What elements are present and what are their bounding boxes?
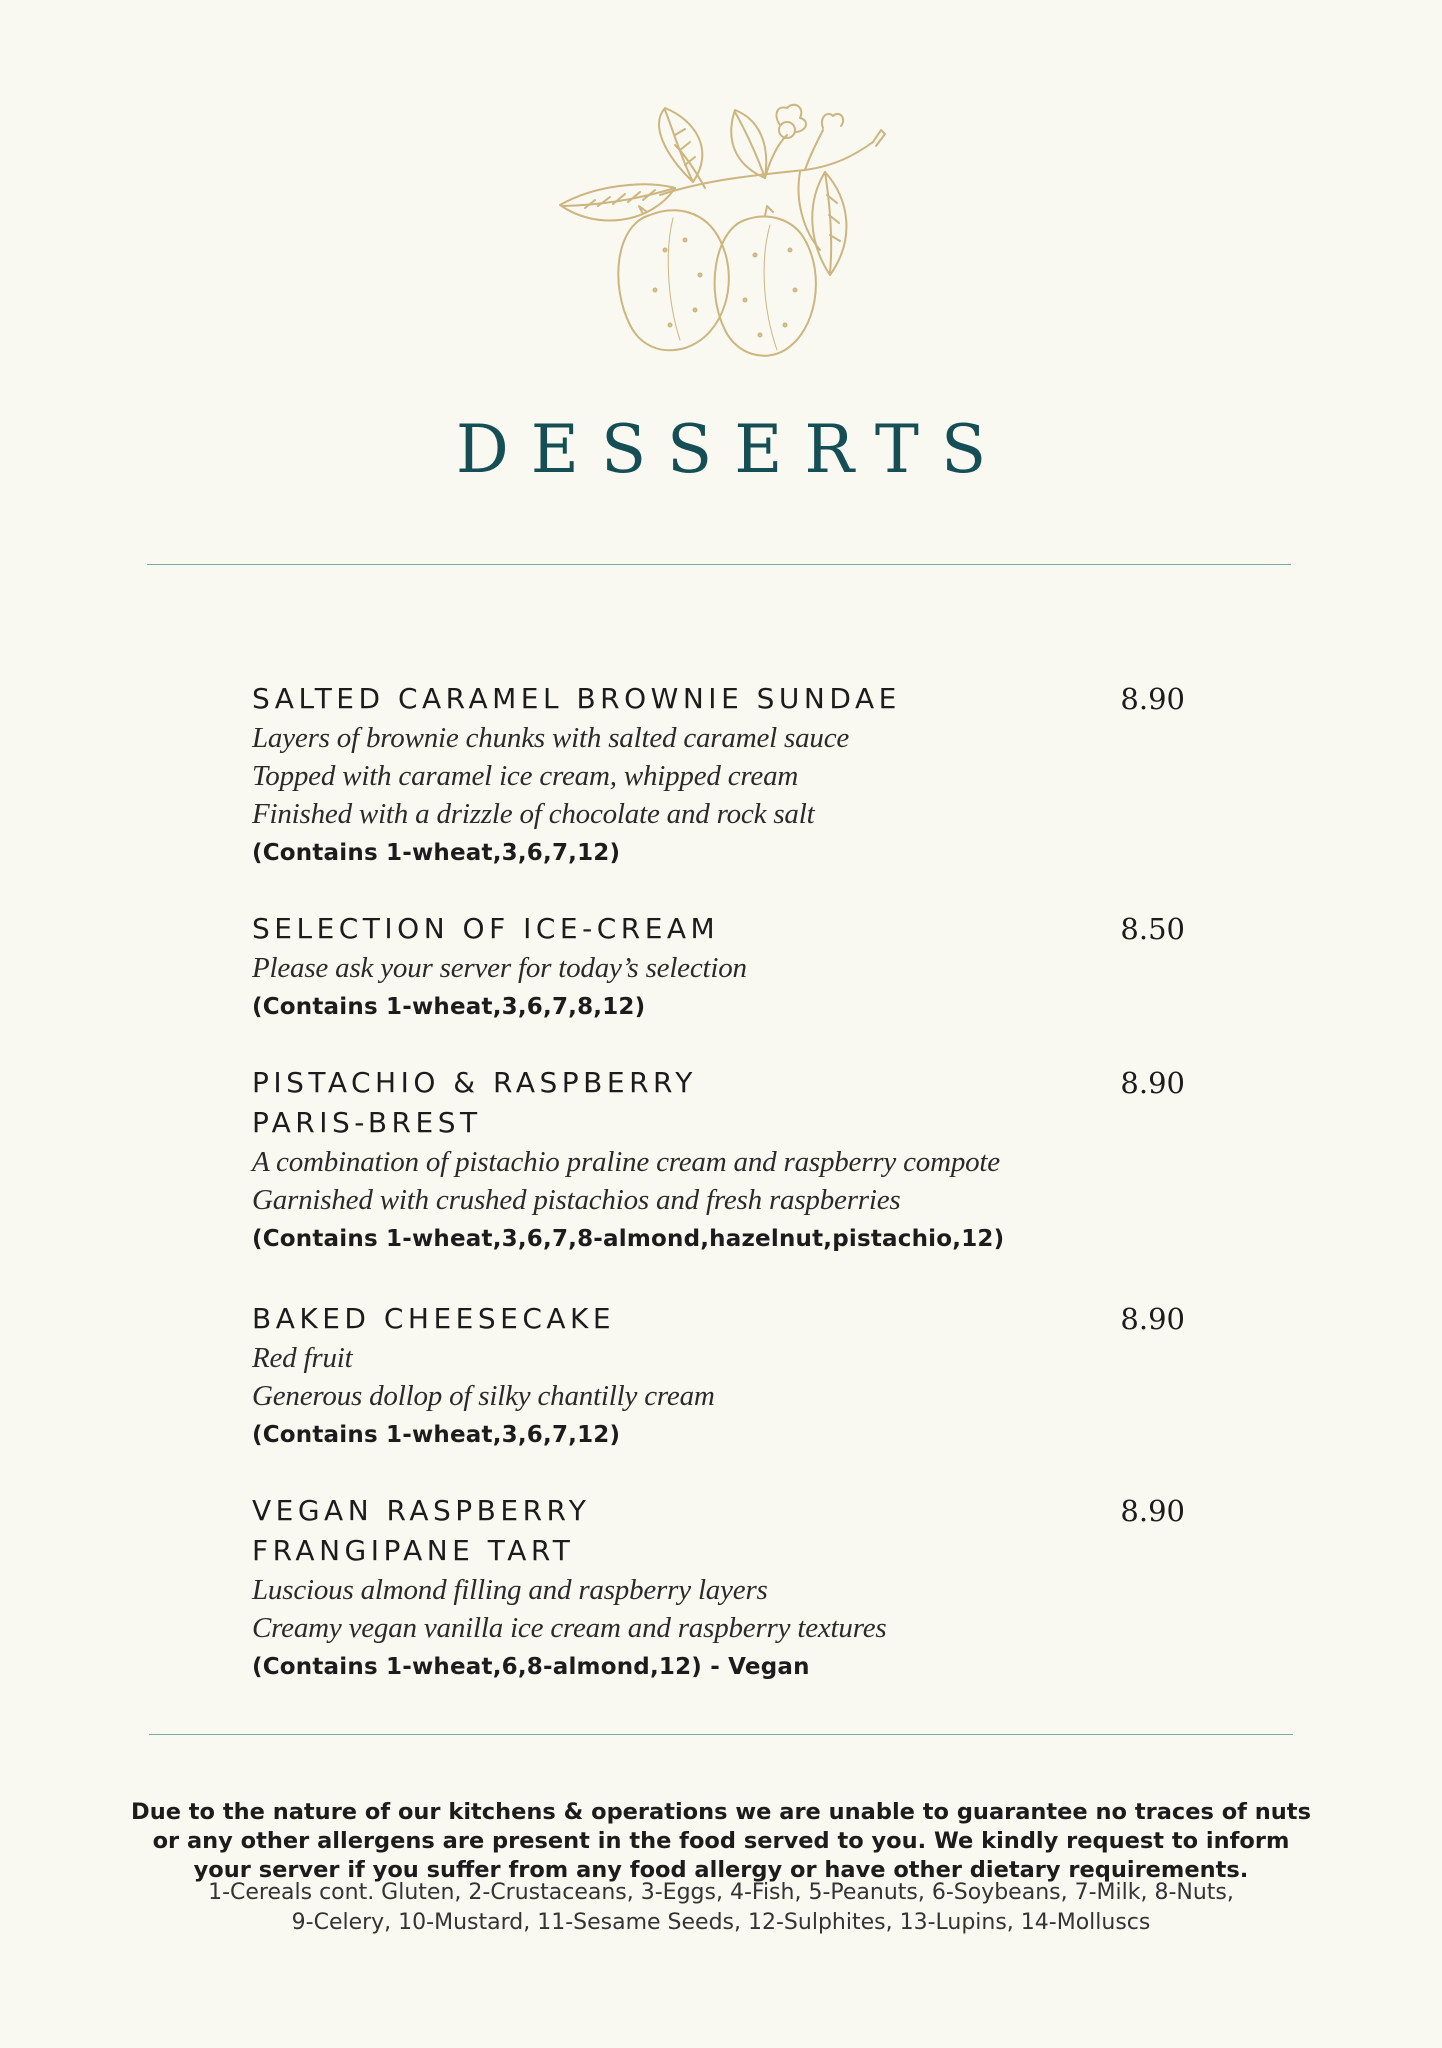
allergy-notice-line: your server if you suffer from any food allergy or have other dietary requirements.	[193, 1857, 1249, 1883]
item-description-line: Finished with a drizzle of chocolate and rock salt	[252, 798, 815, 830]
item-description-line: Layers of brownie chunks with salted caramel sauce	[252, 722, 850, 754]
menu-item-selection-of-ice-cream	[252, 909, 1192, 1027]
allergen-legend-line: 1-Cereals cont. Gluten, 2-Crustaceans, 3-Eggs, 4-Fish, 5-Peanuts, 6-Soybeans, 7-Milk, 8-Nuts,	[208, 1880, 1234, 1905]
allergy-notice	[100, 1798, 1342, 1885]
item-allergens: (Contains 1-wheat,3,6,7,8,12)	[252, 994, 646, 1020]
item-allergens: (Contains 1-wheat,3,6,7,12)	[252, 840, 621, 866]
item-price: 8.90	[1120, 1066, 1185, 1100]
item-name-line: VEGAN RASPBERRY	[252, 1494, 591, 1527]
item-description-line: A combination of pistachio praline cream and raspberry compote	[252, 1146, 1000, 1178]
item-description-line: Garnished with crushed pistachios and fresh raspberries	[252, 1184, 901, 1216]
item-name-line: PARIS-BREST	[252, 1106, 482, 1139]
item-allergens: (Contains 1-wheat,3,6,7,8-almond,hazelnut,pistachio,12)	[252, 1226, 1005, 1252]
item-description-line: Red fruit	[252, 1342, 353, 1374]
top-divider	[147, 564, 1291, 565]
item-description-line: Generous dollop of silky chantilly cream	[252, 1380, 715, 1412]
item-description-line: Luscious almond filling and raspberry layers	[252, 1574, 768, 1606]
item-allergens: (Contains 1-wheat,6,8-almond,12) - Vegan	[252, 1654, 810, 1680]
item-allergens: (Contains 1-wheat,3,6,7,12)	[252, 1422, 621, 1448]
item-name-line: FRANGIPANE TART	[252, 1534, 575, 1567]
item-name: SALTED CARAMEL BROWNIE SUNDAE	[252, 682, 901, 715]
item-description-line: Topped with caramel ice cream, whipped cream	[252, 760, 799, 792]
menu-title: DESSERTS	[455, 411, 1009, 488]
lemon-branch-illustration	[555, 100, 895, 365]
bottom-divider	[149, 1734, 1293, 1735]
item-name: SELECTION OF ICE-CREAM	[252, 912, 720, 945]
item-description-line: Please ask your server for today’s selection	[252, 952, 747, 984]
item-name: BAKED CHEESECAKE	[252, 1302, 616, 1335]
item-price: 8.90	[1120, 1494, 1185, 1528]
menu-item-vegan-raspberry-frangipane-tart	[252, 1491, 1192, 1687]
allergy-notice-line: or any other allergens are present in the food served to you. We kindly request to inform	[152, 1828, 1290, 1854]
menu-item-salted-caramel-brownie-sundae	[252, 679, 1192, 873]
allergen-legend-line: 9-Celery, 10-Mustard, 11-Sesame Seeds, 12-Sulphites, 13-Lupins, 14-Molluscs	[291, 1910, 1151, 1935]
item-description-line: Creamy vegan vanilla ice cream and raspberry textures	[252, 1612, 887, 1644]
allergy-notice-line: Due to the nature of our kitchens & operations we are unable to guarantee no traces of nuts	[131, 1799, 1311, 1825]
menu-item-baked-cheesecake	[252, 1299, 1192, 1455]
item-name-line: PISTACHIO & RASPBERRY	[252, 1066, 697, 1099]
allergen-legend	[100, 1878, 1342, 1938]
item-price: 8.50	[1120, 912, 1185, 946]
item-price: 8.90	[1120, 1302, 1185, 1336]
item-price: 8.90	[1120, 682, 1185, 716]
menu-item-pistachio-raspberry-paris-brest	[252, 1063, 1192, 1259]
